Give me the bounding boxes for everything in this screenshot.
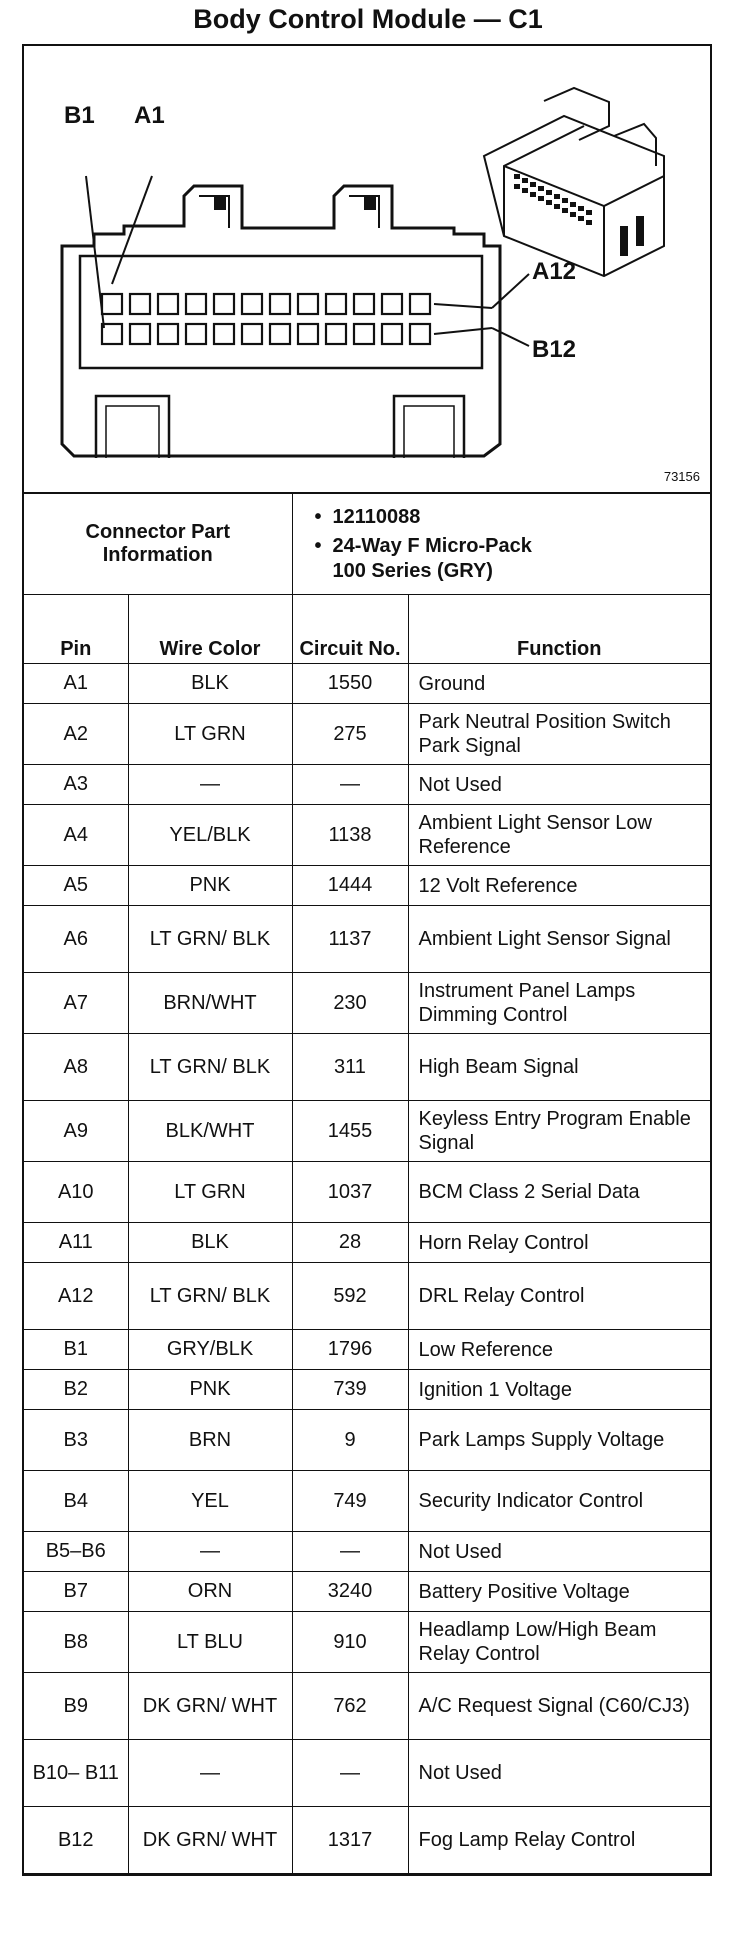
- table-row: [24, 1471, 710, 1532]
- pin-cell: A8: [24, 1034, 128, 1101]
- wire-color-cell: —: [128, 765, 292, 805]
- wire-color-cell: LT GRN/ BLK: [128, 906, 292, 973]
- label-a12: A12: [532, 258, 577, 285]
- circuit-cell: 230: [292, 973, 408, 1034]
- function-cell: Park Neutral Position Switch Park Signal: [408, 704, 710, 765]
- pin-cell: A3: [24, 765, 128, 805]
- col-header-circuit: Circuit No.: [292, 595, 408, 664]
- wire-color-cell: PNK: [128, 1370, 292, 1410]
- pin-cell: A5: [24, 866, 128, 906]
- table-row: [24, 805, 710, 866]
- pin-cell: A4: [24, 805, 128, 866]
- connector-info-values: [292, 494, 710, 595]
- pin-cell: B2: [24, 1370, 128, 1410]
- connector-sheet: [22, 44, 712, 1876]
- pinout-table: [24, 595, 710, 1874]
- circuit-cell: 28: [292, 1223, 408, 1263]
- circuit-cell: 739: [292, 1370, 408, 1410]
- pin-cell: B10– B11: [24, 1740, 128, 1807]
- function-cell: Park Lamps Supply Voltage: [408, 1410, 710, 1471]
- pinout-rows: [24, 664, 710, 1874]
- circuit-cell: 749: [292, 1471, 408, 1532]
- connector-drawing: [24, 46, 710, 492]
- figure-number: 73156: [663, 469, 700, 484]
- function-cell: A/C Request Signal (C60/CJ3): [408, 1673, 710, 1740]
- circuit-cell: 1444: [292, 866, 408, 906]
- wire-color-cell: YEL: [128, 1471, 292, 1532]
- function-cell: Fog Lamp Relay Control: [408, 1807, 710, 1874]
- table-row: [24, 1807, 710, 1874]
- circuit-cell: 311: [292, 1034, 408, 1101]
- wire-color-cell: BLK: [128, 1223, 292, 1263]
- function-cell: Keyless Entry Program Enable Signal: [408, 1101, 710, 1162]
- table-row: [24, 973, 710, 1034]
- wire-color-cell: DK GRN/ WHT: [128, 1807, 292, 1874]
- wire-color-cell: LT GRN/ BLK: [128, 1034, 292, 1101]
- circuit-cell: 1317: [292, 1807, 408, 1874]
- circuit-cell: —: [292, 1532, 408, 1572]
- pin-cell: B7: [24, 1572, 128, 1612]
- pin-cell: A12: [24, 1263, 128, 1330]
- wire-color-cell: BLK/WHT: [128, 1101, 292, 1162]
- pin-cell: A10: [24, 1162, 128, 1223]
- connector-description-line2: 100 Series (GRY): [332, 559, 493, 582]
- function-cell: Ignition 1 Voltage: [408, 1370, 710, 1410]
- table-row: [24, 1673, 710, 1740]
- label-a1: A1: [134, 102, 165, 129]
- wire-color-cell: ORN: [128, 1572, 292, 1612]
- table-row: [24, 1410, 710, 1471]
- function-cell: Headlamp Low/High Beam Relay Control: [408, 1612, 710, 1673]
- table-row: [24, 664, 710, 704]
- label-b12: B12: [532, 336, 577, 363]
- table-row: [24, 1532, 710, 1572]
- table-row: [24, 1330, 710, 1370]
- circuit-cell: 9: [292, 1410, 408, 1471]
- table-row: [24, 1162, 710, 1223]
- circuit-cell: 1037: [292, 1162, 408, 1223]
- table-row: [24, 866, 710, 906]
- wire-color-cell: YEL/BLK: [128, 805, 292, 866]
- circuit-cell: 1796: [292, 1330, 408, 1370]
- function-cell: Not Used: [408, 1740, 710, 1807]
- circuit-cell: 1550: [292, 664, 408, 704]
- pin-cell: A1: [24, 664, 128, 704]
- connector-diagram: [24, 46, 710, 494]
- col-header-wire-color: Wire Color: [128, 595, 292, 664]
- circuit-cell: 762: [292, 1673, 408, 1740]
- function-cell: Battery Positive Voltage: [408, 1572, 710, 1612]
- pin-cell: A7: [24, 973, 128, 1034]
- label-b1: B1: [64, 102, 95, 129]
- wire-color-cell: PNK: [128, 866, 292, 906]
- table-row: [24, 1034, 710, 1101]
- wire-color-cell: BRN: [128, 1410, 292, 1471]
- wire-color-cell: BLK: [128, 664, 292, 704]
- function-cell: Security Indicator Control: [408, 1471, 710, 1532]
- table-row: [24, 704, 710, 765]
- wire-color-cell: —: [128, 1740, 292, 1807]
- wire-color-cell: LT GRN: [128, 1162, 292, 1223]
- part-number: • 12110088: [333, 505, 707, 530]
- function-cell: BCM Class 2 Serial Data: [408, 1162, 710, 1223]
- table-row: [24, 1740, 710, 1807]
- function-cell: 12 Volt Reference: [408, 866, 710, 906]
- table-row: [24, 906, 710, 973]
- table-row: [24, 1263, 710, 1330]
- connector-description-line1: • 24-Way F Micro-Pack: [333, 534, 707, 559]
- table-row: [24, 1572, 710, 1612]
- pin-cell: B12: [24, 1807, 128, 1874]
- circuit-cell: 3240: [292, 1572, 408, 1612]
- wire-color-cell: BRN/WHT: [128, 973, 292, 1034]
- function-cell: Ambient Light Sensor Low Reference: [408, 805, 710, 866]
- page-title: Body Control Module — C1: [193, 4, 543, 34]
- pin-cell: B9: [24, 1673, 128, 1740]
- pin-cell: A6: [24, 906, 128, 973]
- pin-cell: B3: [24, 1410, 128, 1471]
- function-cell: Ground: [408, 664, 710, 704]
- wire-color-cell: GRY/BLK: [128, 1330, 292, 1370]
- table-row: [24, 1101, 710, 1162]
- wire-color-cell: LT GRN: [128, 704, 292, 765]
- pin-cell: B5–B6: [24, 1532, 128, 1572]
- function-cell: Horn Relay Control: [408, 1223, 710, 1263]
- connector-info-table: [24, 494, 710, 595]
- circuit-cell: 275: [292, 704, 408, 765]
- function-cell: Not Used: [408, 765, 710, 805]
- table-row: [24, 1370, 710, 1410]
- table-row: [24, 1612, 710, 1673]
- function-cell: Low Reference: [408, 1330, 710, 1370]
- table-row: [24, 765, 710, 805]
- circuit-cell: 1138: [292, 805, 408, 866]
- pin-cell: A11: [24, 1223, 128, 1263]
- function-cell: Instrument Panel Lamps Dimming Control: [408, 973, 710, 1034]
- wire-color-cell: LT BLU: [128, 1612, 292, 1673]
- pin-cell: B1: [24, 1330, 128, 1370]
- pin-cell: B8: [24, 1612, 128, 1673]
- pin-cell: A2: [24, 704, 128, 765]
- wire-color-cell: —: [128, 1532, 292, 1572]
- function-cell: High Beam Signal: [408, 1034, 710, 1101]
- col-header-function: Function: [408, 595, 710, 664]
- col-header-pin: Pin: [24, 595, 128, 664]
- circuit-cell: 592: [292, 1263, 408, 1330]
- connector-info-label: Connector Part Information: [24, 494, 292, 595]
- circuit-cell: 1455: [292, 1101, 408, 1162]
- pin-cell: B4: [24, 1471, 128, 1532]
- pin-cell: A9: [24, 1101, 128, 1162]
- wire-color-cell: DK GRN/ WHT: [128, 1673, 292, 1740]
- circuit-cell: 910: [292, 1612, 408, 1673]
- circuit-cell: —: [292, 1740, 408, 1807]
- function-cell: Ambient Light Sensor Signal: [408, 906, 710, 973]
- wire-color-cell: LT GRN/ BLK: [128, 1263, 292, 1330]
- function-cell: DRL Relay Control: [408, 1263, 710, 1330]
- table-row: [24, 1223, 710, 1263]
- function-cell: Not Used: [408, 1532, 710, 1572]
- circuit-cell: 1137: [292, 906, 408, 973]
- circuit-cell: —: [292, 765, 408, 805]
